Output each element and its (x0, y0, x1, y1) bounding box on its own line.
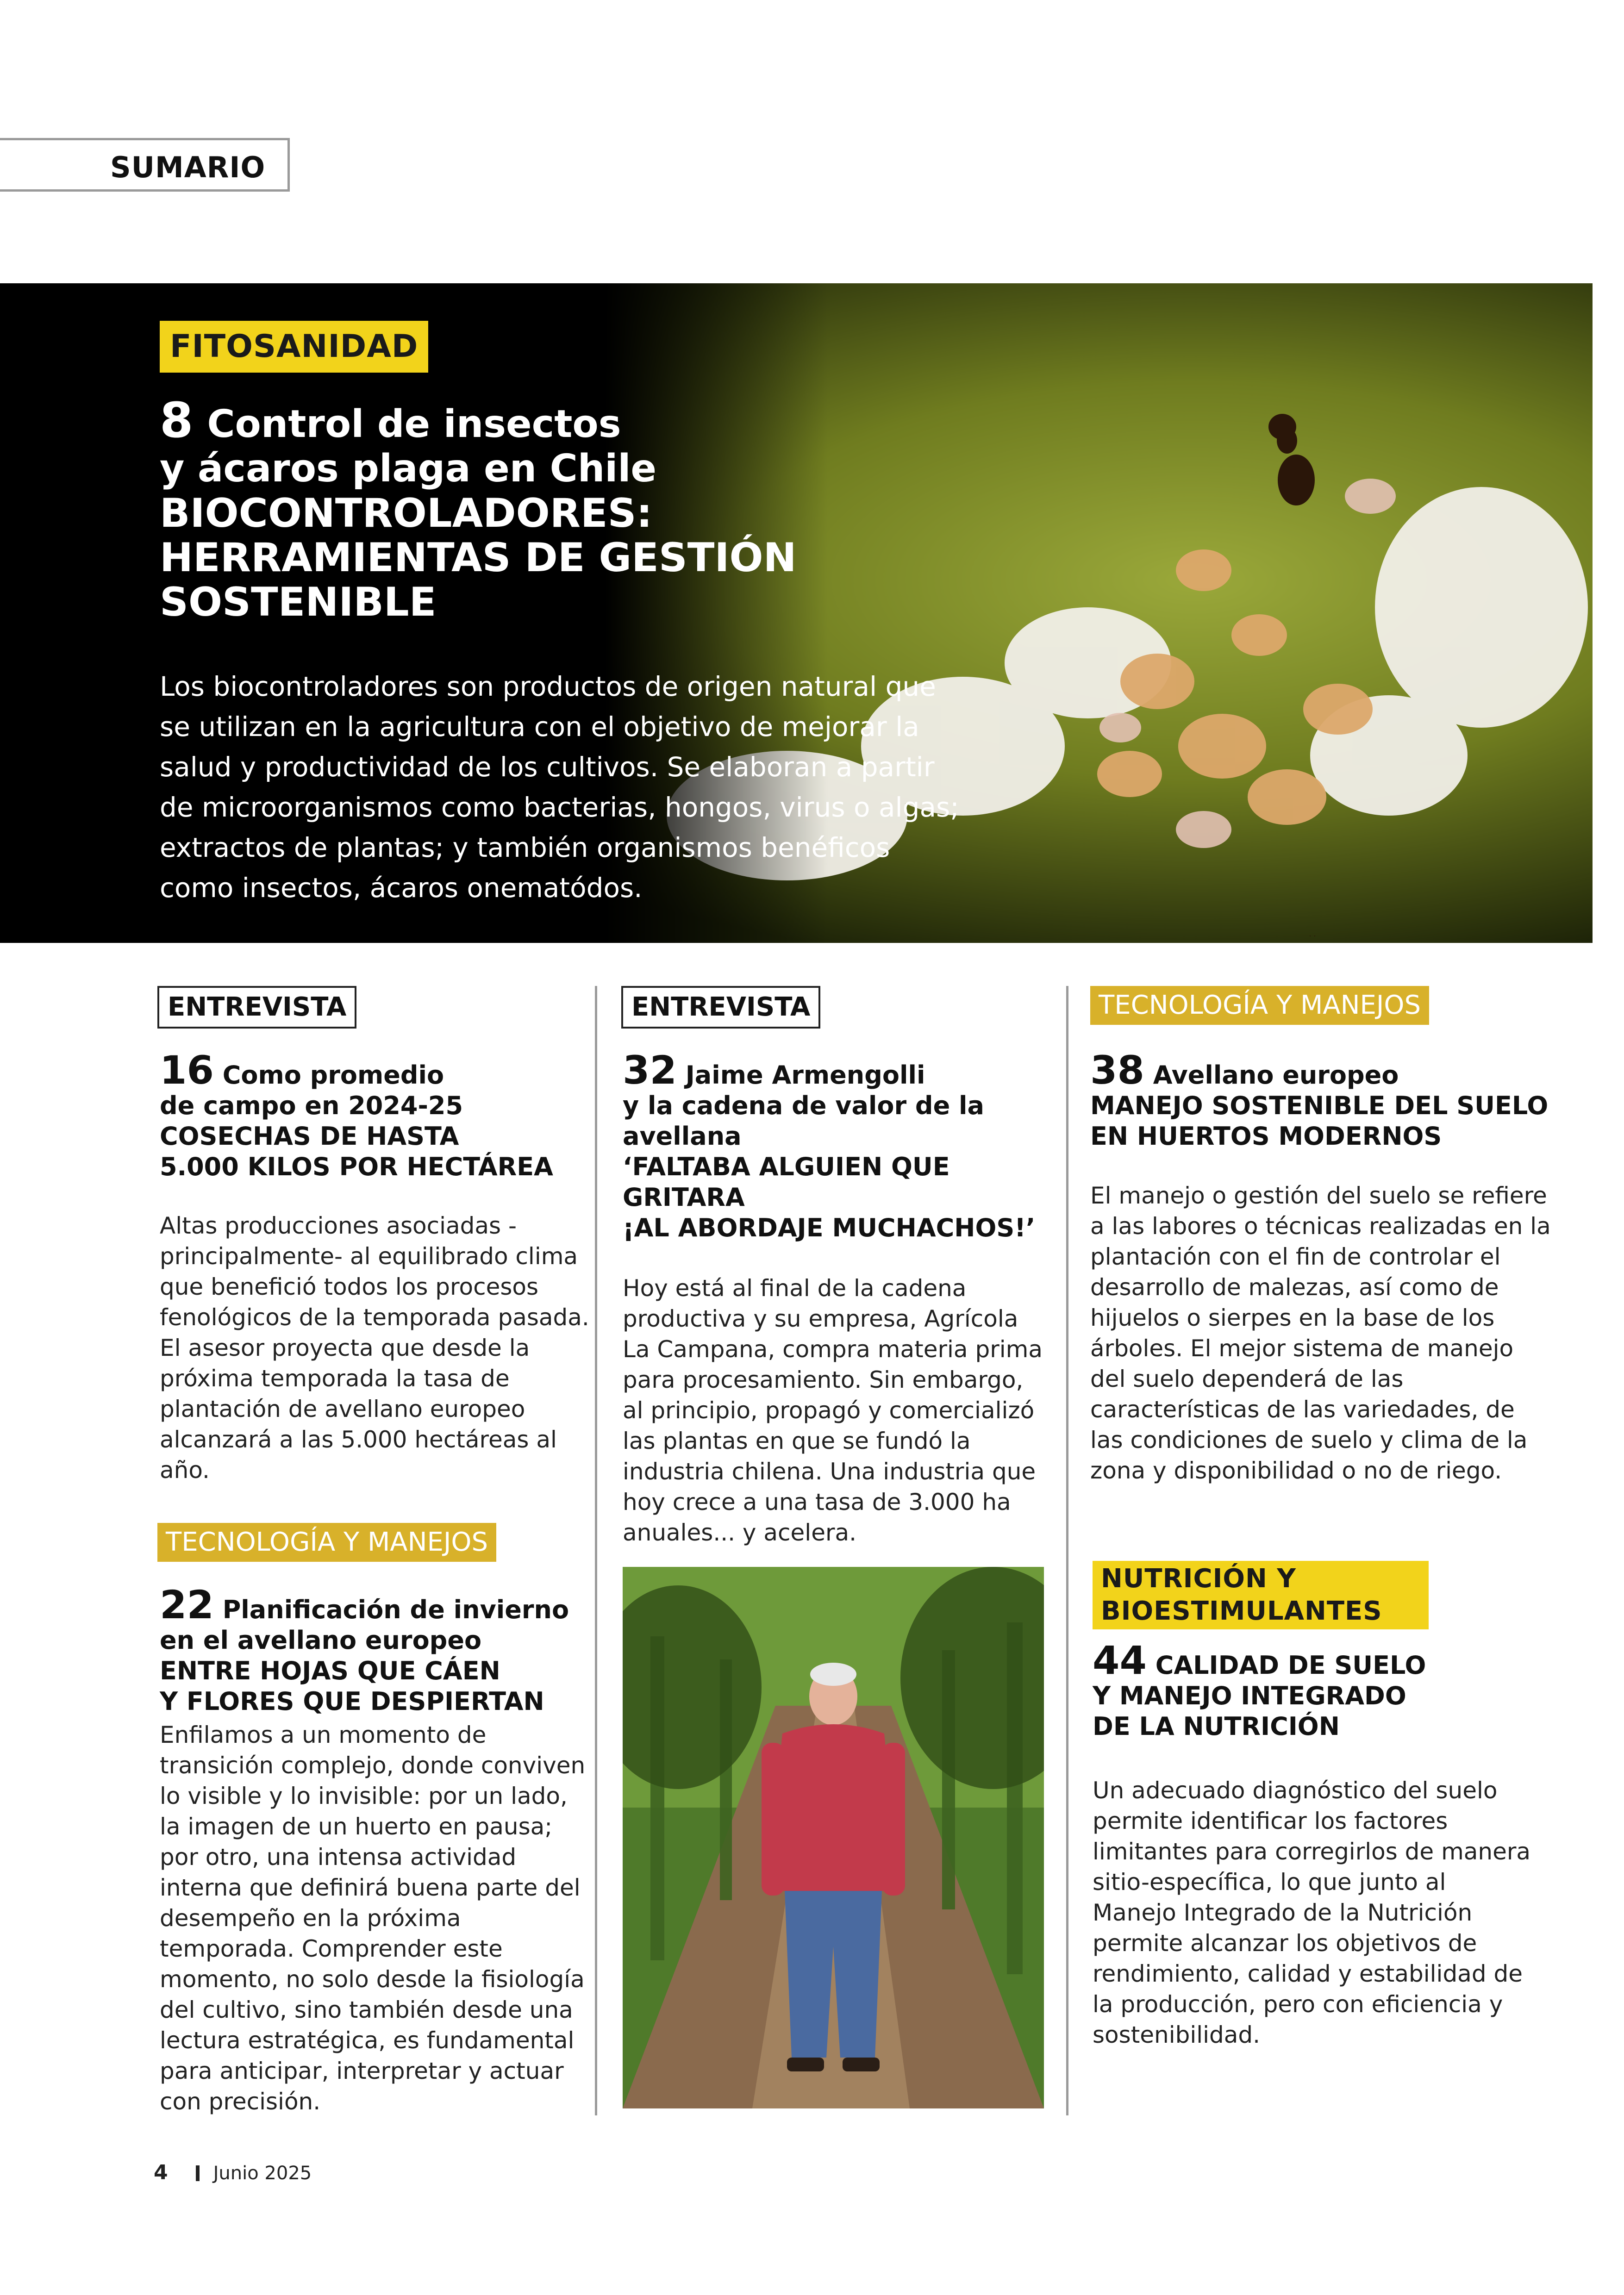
article-headline: Y MANEJO INTEGRADO (1093, 1681, 1406, 1710)
article-subtitle: Avellano europeo (1153, 1060, 1399, 1090)
photo-man-in-hazelnut-orchard (623, 1567, 1044, 2108)
section-label-entrevista: ENTREVISTA (157, 986, 356, 1029)
article-subtitle: Como promedio (222, 1060, 444, 1090)
article-38-title (1090, 1048, 1553, 1152)
article-headline: ‘FALTABA ALGUIEN QUE GRITARA (623, 1152, 950, 1212)
article-44-body: Un adecuado diagnóstico del suelo permite identificar los factores limitantes para corregirlos de manera sitio-específica, lo que junto al Manejo Integrado de la Nutrición permite alcanzar los objetivos de rendimiento, calidad y estabilidad de la producción, pero con eficiencia y sostenibilidad. (1093, 1777, 1531, 2048)
article-headline: COSECHAS DE HASTA (160, 1122, 459, 1151)
article-headline: ENTRE HOJAS QUE CÁEN (160, 1656, 500, 1685)
folio: 4 (154, 2161, 168, 2184)
hero-headline (160, 392, 854, 625)
article-16-body: Altas producciones asociadas -principalmente- al equilibrado clima que benefició todos los procesos fenológicos de la temporada pasada. El asesor proyecta que desde la próxima temporada la tasa de plantación de avellano europeo alcanzará a las 5.000 hectáreas al año. (160, 1212, 589, 1484)
page-footer (154, 2161, 312, 2184)
page-number: 22 (160, 1582, 214, 1628)
article-32-title (623, 1048, 1053, 1243)
section-tab (0, 138, 290, 192)
issue-date: Junio 2025 (213, 2163, 312, 2184)
page-number: 16 (160, 1048, 214, 1093)
article-32-body: Hoy está al final de la cadena productiva y su empresa, Agrícola La Campana, compra materia prima para procesamiento. Sin embargo, al principio, propagó y comercializó las plantas en que se fundó la industria chilena. Una industria que hoy crece a una tasa de 3.000 ha anuales... y acelera. (623, 1275, 1043, 1546)
article-title: y ácaros plaga en Chile (160, 447, 657, 491)
article-44-title (1093, 1638, 1555, 1742)
footer-separator (196, 2165, 200, 2181)
section-label-tecnologia: TECNOLOGÍA Y MANEJOS (1090, 986, 1429, 1025)
article-subtitle: y la cadena de valor de la avellana (623, 1091, 984, 1151)
article-22-body: Enfilamos a un momento de transición complejo, donde conviven lo visible y lo invisible: por un lado, la imagen de un huerto en pausa; por otro, una intensa actividad interna que definirá buena parte del desempeño en la próxima temporada. Comprender este momento, no solo desde la fisiología del cultivo, sino también desde una lectura estratégica, es fundamental para anticipar, interpretar y actuar con precisión. (160, 1721, 586, 2115)
article-subtitle: de campo en 2024-25 (160, 1091, 463, 1120)
page-number: 44 (1093, 1638, 1147, 1683)
article-headline: HERRAMIENTAS DE GESTIÓN (160, 535, 797, 581)
article-headline: CALIDAD DE SUELO (1155, 1651, 1426, 1680)
article-headline: DE LA NUTRICIÓN (1093, 1712, 1340, 1741)
section-label-line: BIOESTIMULANTES (1101, 1596, 1382, 1626)
section-label-nutricion (1093, 1561, 1429, 1629)
article-16-title (160, 1048, 600, 1182)
section-label-fitosanidad: FITOSANIDAD (160, 321, 428, 373)
hero-summary: Los biocontroladores son productos de origen natural que se utilizan en la agricultura con el objetivo de mejorar la salud y productividad de los cultivos. Se elaboran a partir de microorganismos como bacterias, hongos, virus o algas; extractos de plantas; y también organismos benéficos como insectos, ácaros onematódos. (160, 671, 959, 904)
article-headline: Y FLORES QUE DESPIERTAN (160, 1687, 544, 1716)
column-divider (1066, 986, 1068, 2115)
article-subtitle: en el avellano europeo (160, 1626, 482, 1655)
interview-photo (623, 1567, 1044, 2108)
article-38-body: El manejo o gestión del suelo se refiere a las labores o técnicas realizadas en la plantación con el fin de controlar el desarrollo de malezas, así como de hijuelos o sierpes en la base de los árboles. El mejor sistema de manejo del suelo dependerá de las características de las variedades, de las condiciones de suelo y clima de la zona y disponibilidad o no de riego. (1090, 1182, 1551, 1484)
column-divider (595, 986, 597, 2115)
section-label-tecnologia: TECNOLOGÍA Y MANEJOS (157, 1523, 496, 1562)
article-headline: SOSTENIBLE (160, 579, 437, 625)
article-22-title (160, 1582, 600, 1717)
article-subtitle: Jaime Armengolli (685, 1060, 925, 1090)
article-headline: ¡AL ABORDAJE MUCHACHOS!’ (623, 1213, 1036, 1242)
section-label-entrevista: ENTREVISTA (621, 986, 820, 1029)
article-headline: MANEJO SOSTENIBLE DEL SUELO (1090, 1091, 1549, 1120)
article-subtitle: Planificación de invierno (222, 1595, 569, 1624)
article-headline: EN HUERTOS MODERNOS (1090, 1122, 1442, 1151)
article-title: Control de insectos (207, 402, 621, 446)
page-number: 32 (623, 1048, 677, 1093)
page-number: 8 (160, 392, 194, 449)
section-label-line: NUTRICIÓN Y (1101, 1564, 1296, 1594)
section-tab-label: SUMARIO (110, 150, 266, 184)
article-headline: BIOCONTROLADORES: (160, 490, 652, 536)
article-headline: 5.000 KILOS POR HECTÁREA (160, 1152, 553, 1181)
page-number: 38 (1090, 1048, 1144, 1093)
